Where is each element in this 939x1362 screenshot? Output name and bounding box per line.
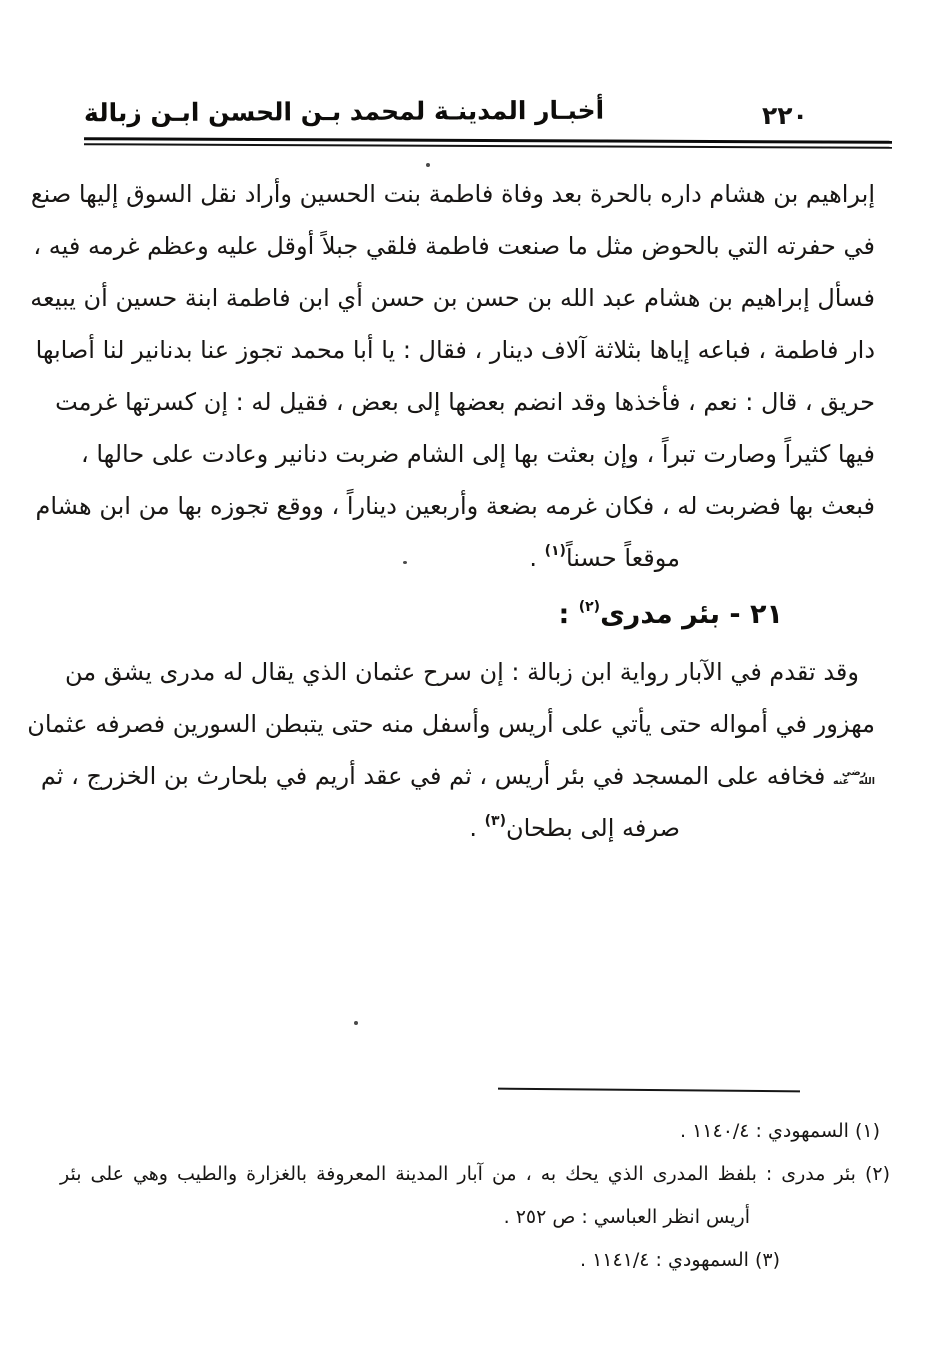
scan-speck	[354, 1021, 358, 1025]
scan-speck	[426, 163, 430, 167]
section-heading	[88, 584, 875, 646]
text-run: .	[469, 814, 485, 842]
footnote-ref-1: (١)	[544, 543, 566, 559]
header-rule-bottom	[84, 143, 892, 149]
text-line: حريق ، قال : نعم ، فأخذها وقد انضم بعضها إلى بعض ، فقيل له : إن كسرتها غرمت	[55, 388, 875, 416]
text-line: وقد تقدم في الآبار رواية ابن زبالة : إن سرح عثمان الذي يقال له مدرى يشق من	[65, 658, 859, 686]
footnote-3: (٣) السمهودي : ١١٤١/٤ .	[579, 1249, 780, 1271]
text-line: دار فاطمة ، فباعه إياها بثلاثة آلاف دينار ، فقال : يا أبا محمد تجوز عنا بدنانير لنا أصابها	[35, 336, 875, 364]
text-line: فبعث بها فضربت له ، فكان غرمه بضعة وأربعين ديناراً ، ووقع تجوزه بها من ابن هشام	[35, 492, 875, 520]
text-line: مهزور في أمواله حتى يأتي على أريس وأسفل منه حتى يتبطن السورين فصرفه عثمان	[27, 710, 875, 738]
text-run: صرفه إلى بطحان	[506, 814, 680, 842]
header-double-rule	[84, 137, 892, 150]
paragraph-last-line	[88, 802, 875, 854]
text-run: .	[529, 544, 545, 572]
footnotes-section	[60, 1110, 890, 1282]
page-number: ٢٢٠	[762, 101, 808, 130]
text-run: فخافه على المسجد في بئر أريس ، ثم في عقد أريم في بلحارث بن الخزرج ، ثم	[40, 762, 833, 790]
section-heading-text: ٢١ - بئر مدرى	[600, 599, 783, 630]
scan-speck	[403, 561, 407, 564]
text-line: فسأل إبراهيم بن هشام عبد الله بن حسن بن حسن أي ابن فاطمة ابنة حسين أن يبيعه	[30, 284, 875, 312]
footnote-ref-2: (٢)	[578, 599, 601, 615]
footnote-2-line-1: (٢) بئر مدرى : بلفظ المدرى الذي يحك به ، من آبار المدينة المعروفة بالغزارة والطيب وهي على بئر	[60, 1163, 890, 1185]
footnote-1: (١) السمهودي : ١١٤٠/٤ .	[679, 1120, 880, 1142]
footnote-2-line-2: أريس انظر العباسي : ص ٢٥٢ .	[503, 1206, 750, 1228]
book-title: أخبـار المدينـة لمحمد بـن الحسن ابـن زبالة	[83, 95, 605, 128]
text-run: موقعاً حسناً	[565, 544, 680, 572]
paragraph-last-line	[88, 532, 875, 584]
footnote-divider	[498, 1088, 800, 1093]
text-line: فيها كثيراً وصارت تبراً ، وإن بعثت بها إلى الشام ضربت دنانير وعادت على حالها ،	[80, 440, 875, 468]
text-line: إبراهيم بن هشام داره بالحرة بعد وفاة فاطمة بنت الحسين وأراد نقل السوق إليها صنع	[30, 180, 875, 208]
text-line	[40, 750, 875, 802]
text-line: في حفرته التي بالحوض مثل ما صنعت فاطمة فلقي جبلاً أوقل عليه وعظم غرمه فيه ،	[33, 232, 875, 260]
radi-allahu-anhu-mark: رضي الله عنه	[833, 767, 875, 787]
body-text	[27, 168, 875, 854]
text-run: :	[558, 599, 579, 630]
footnote-ref-3: (٣)	[484, 813, 506, 829]
